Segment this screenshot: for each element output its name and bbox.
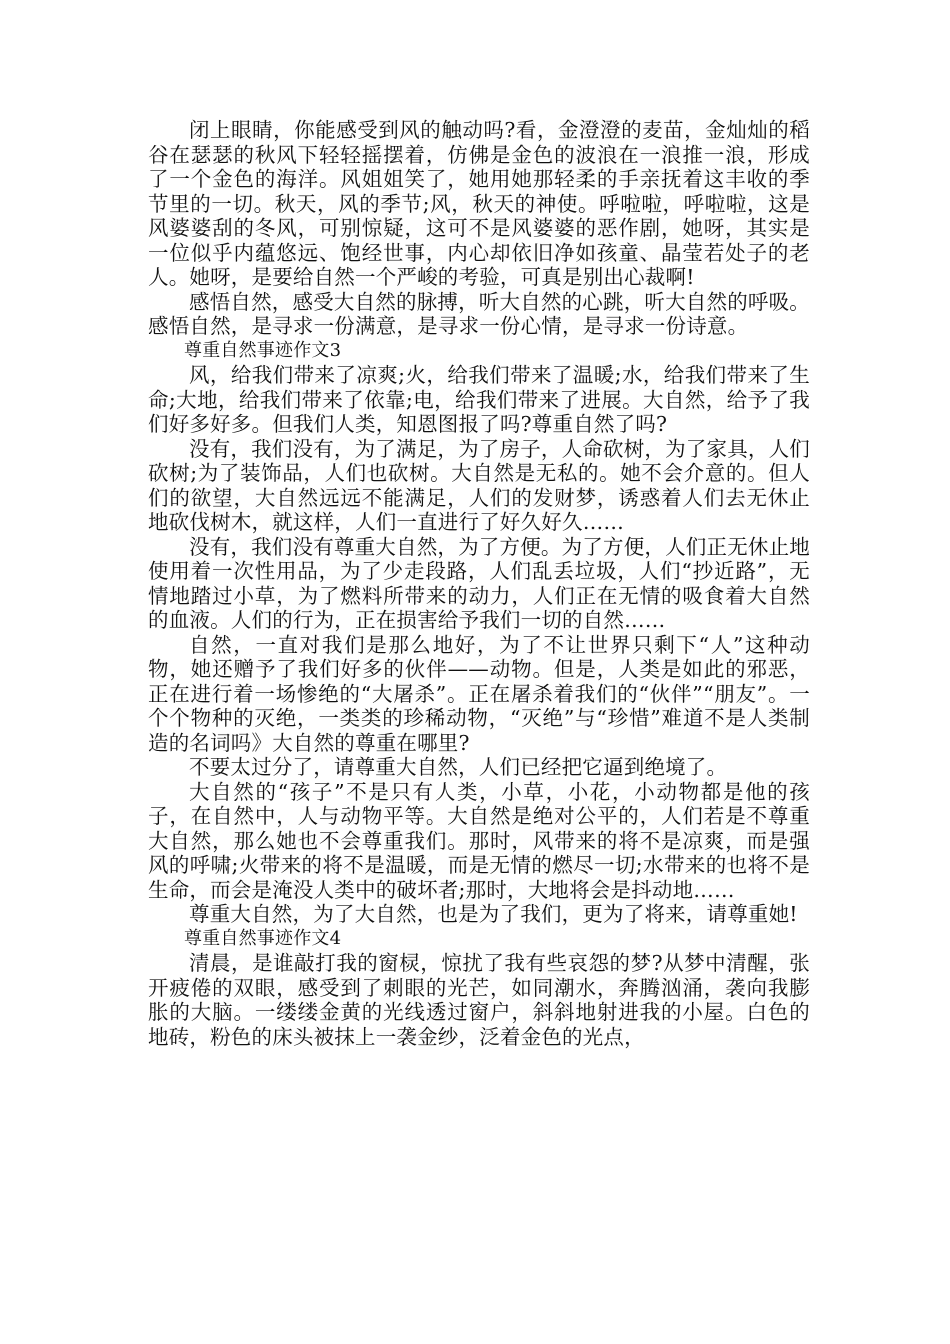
paragraph-animals: 自然，一直对我们是那么地好，为了不让世界只剩下“人”这种动物，她还赠予了我们好多的伙伴——动物。但是，人类是如此的邪恶，正在进行着一场惨绝的“大屠杀”。正在屠杀着我们的“伙伴”“朋友”。一个个物种的灭绝，一类类的珍稀动物，“灭绝”与“珍惜”难道不是人类制造的名词吗》大自然的尊重在哪里? (148, 632, 810, 755)
paragraph-nature-children: 大自然的“孩子”不是只有人类，小草，小花，小动物都是他的孩子，在自然中，人与动物平等。大自然是绝对公平的，人们若是不尊重大自然，那么她也不会尊重我们。那时，风带来的将不是凉爽，而是强风的呼啸;火带来的将不是温暖，而是无情的燃尽一切;水带来的也将不是生命，而会是淹没人类中的破坏者;那时，大地将会是抖动地…… (148, 779, 810, 902)
paragraph-cutting-trees: 没有，我们没有，为了满足，为了房子，人命砍树，为了家具，人们砍树;为了装饰品，人们也砍树。大自然是无私的。她不会介意的。但人们的欲望，大自然远远不能满足，人们的发财梦，诱惑着人们去无休止地砍伐树木，就这样，人们一直进行了好久好久…… (148, 436, 810, 534)
paragraph-morning: 清晨，是谁敲打我的窗棂，惊扰了我有些哀怨的梦?从梦中清醒，张开疲倦的双眼，感受到了刺眼的光芒，如同潮水，奔腾汹涌，袭向我膨胀的大脑。一缕缕金黄的光线透过窗户，斜斜地射进我的小屋。白色的地砖，粉色的床头被抹上一袭金纱，泛着金色的光点， (148, 951, 810, 1049)
paragraph-wind-autumn: 闭上眼睛，你能感受到风的触动吗?看，金澄澄的麦苗，金灿灿的稻谷在瑟瑟的秋风下轻轻摇摆着，仿佛是金色的波浪在一浪推一浪，形成了一个金色的海洋。风姐姐笑了，她用她那轻柔的手亲抚着这丰收的季节里的一切。秋天，风的季节;风，秋天的神使。呼啦啦，呼啦啦，这是风婆婆刮的冬风，可别惊疑，这可不是风婆婆的恶作剧，她呀，其实是一位似乎内蕴悠远、饱经世事，内心却依旧净如孩童、晶莹若处子的老人。她呀，是要给自然一个严峻的考验，可真是别出心裁啊! (148, 118, 810, 289)
section-heading-essay-3: 尊重自然事迹作文3 (184, 339, 342, 361)
paragraph-convenience: 没有，我们没有尊重大自然，为了方便。为了方便，人们正无休止地使用着一次性用品，为了少走段路，人们乱丢垃圾，人们“抄近路”，无情地踏过小草，为了燃料所带来的动力，人们正在无情的吸食着大自然的血液。人们的行为，正在损害给予我们一切的自然…… (148, 534, 810, 632)
paragraph-respect-her: 尊重大自然，为了大自然，也是为了我们，更为了将来，请尊重她! (189, 902, 798, 926)
paragraph-nature-gifts: 风，给我们带来了凉爽;火，给我们带来了温暖;水，给我们带来了生命;大地，给我们带来了依靠;电，给我们带来了进展。大自然，给予了我们好多好多。但我们人类，知恩图报了吗?尊重自然了吗? (148, 363, 810, 436)
paragraph-dont-go-too-far: 不要太过分了，请尊重大自然，人们已经把它逼到绝境了。 (189, 755, 728, 779)
document-body (148, 118, 810, 1049)
paragraph-feel-nature: 感悟自然，感受大自然的脉搏，听大自然的心跳，听大自然的呼吸。感悟自然，是寻求一份满意，是寻求一份心情，是寻求一份诗意。 (148, 289, 810, 338)
section-heading-essay-4: 尊重自然事迹作文4 (184, 927, 342, 949)
